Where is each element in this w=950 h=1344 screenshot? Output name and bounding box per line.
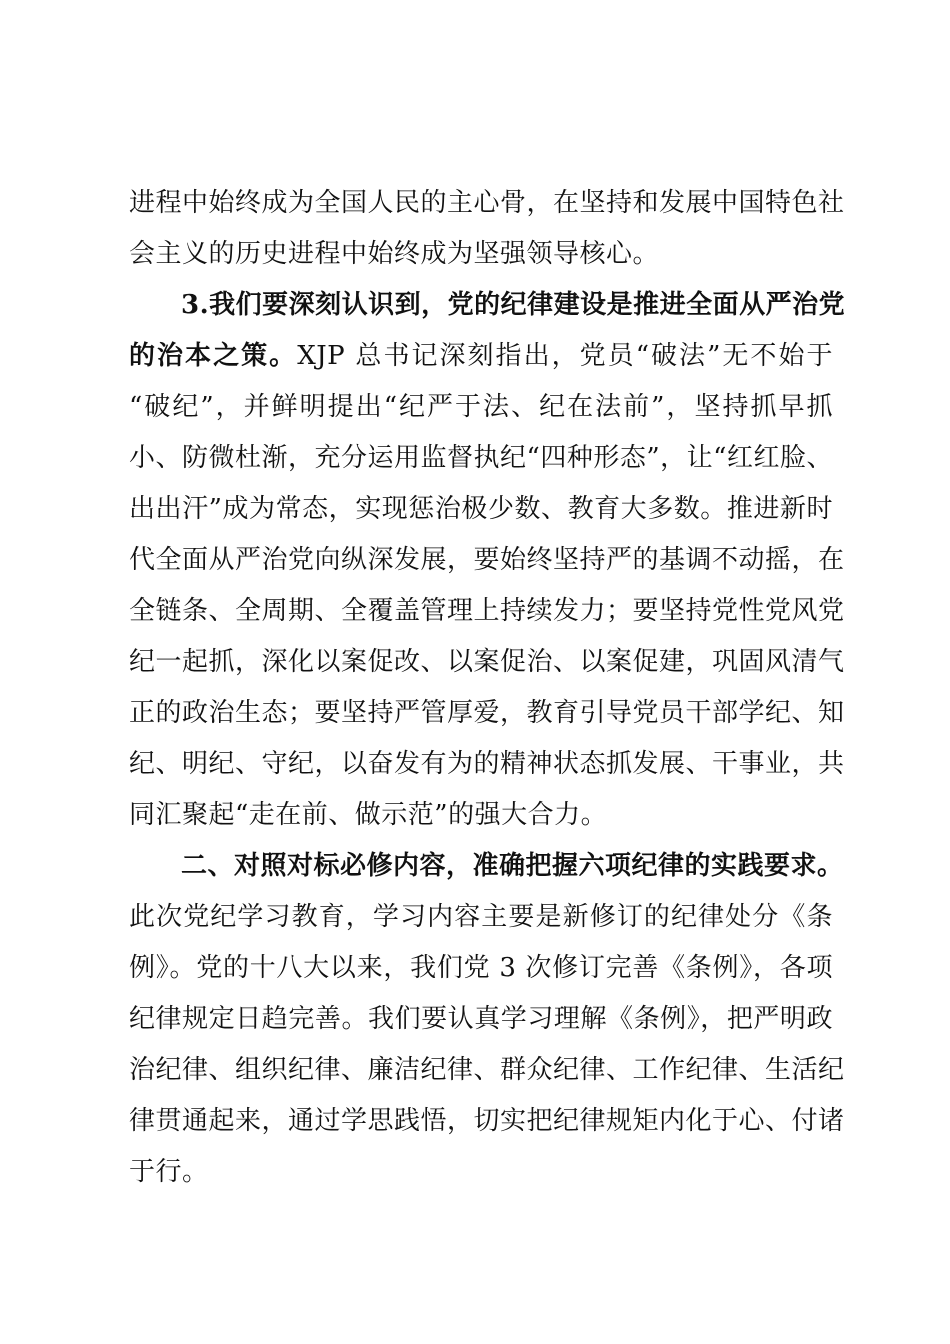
bold-heading-run: 二、对照对标必修内容，准确把握六项纪律的实践要求。: [181, 851, 844, 881]
text-line: [129, 943, 833, 994]
text-run: 正的政治生态；要坚持严管厚爱，教育引导党员干部学纪、知: [129, 698, 845, 728]
text-run: 同汇聚起“走在前、做示范”的强大合力。: [129, 800, 608, 830]
text-run: 纪一起抓，深化以案促改、以案促治、以案促建，巩固风清气: [129, 647, 845, 677]
text-line: [129, 688, 845, 739]
text-line: [129, 280, 846, 331]
text-line: [129, 178, 845, 229]
paragraph: [129, 178, 845, 280]
text-run: XJP 总书记深刻指出，党员“破法”无不始于: [297, 341, 833, 371]
text-run: 例》。党的十八大以来，我们党 3 次修订完善《条例》，各项: [129, 953, 833, 983]
text-line: [129, 433, 833, 484]
text-run: 进程中始终成为全国人民的主心骨，在坚持和发展中国特色社: [129, 188, 845, 218]
text-line: [129, 535, 845, 586]
text-line: [129, 586, 845, 637]
bold-heading-run: 的治本之策。: [129, 341, 298, 371]
text-line: [129, 841, 844, 892]
paragraph: [129, 280, 846, 841]
text-run: 代全面从严治党向纵深发展，要始终坚持严的基调不动摇，在: [129, 545, 845, 575]
text-line: [129, 331, 833, 382]
text-line: [129, 892, 833, 943]
text-line: [129, 1096, 845, 1147]
text-line: [129, 739, 845, 790]
text-line: [129, 1045, 845, 1096]
bold-heading-run: 3.我们要深刻认识到，党的纪律建设是推进全面从严治党: [181, 290, 846, 320]
text-run: 出出汗”成为常态，实现惩治极少数、教育大多数。推进新时: [129, 494, 833, 524]
document-body: [129, 178, 846, 1198]
text-line: [129, 484, 833, 535]
text-run: 律贯通起来，通过学思践悟，切实把纪律规矩内化于心、付诸: [129, 1106, 845, 1136]
text-run: 此次党纪学习教育，学习内容主要是新修订的纪律处分《条: [129, 902, 833, 932]
text-run: 于行。: [129, 1157, 209, 1187]
text-run: “破纪”，并鲜明提出“纪严于法、纪在法前”，坚持抓早抓: [129, 392, 833, 422]
text-run: 全链条、全周期、全覆盖管理上持续发力；要坚持党性党风党: [129, 596, 845, 626]
text-line: [129, 382, 833, 433]
text-run: 治纪律、组织纪律、廉洁纪律、群众纪律、工作纪律、生活纪: [129, 1055, 845, 1085]
text-line: [129, 229, 833, 280]
text-run: 纪、明纪、守纪，以奋发有为的精神状态抓发展、干事业，共: [129, 749, 845, 779]
text-line: [129, 790, 833, 841]
text-run: 小、防微杜渐，充分运用监督执纪“四种形态”，让“红红脸、: [129, 443, 833, 473]
text-run: 会主义的历史进程中始终成为坚强领导核心。: [129, 239, 660, 269]
paragraph: [129, 841, 845, 1198]
text-run: 纪律规定日趋完善。我们要认真学习理解《条例》，把严明政: [129, 1004, 833, 1034]
text-line: [129, 994, 833, 1045]
text-line: [129, 1147, 833, 1198]
text-line: [129, 637, 845, 688]
